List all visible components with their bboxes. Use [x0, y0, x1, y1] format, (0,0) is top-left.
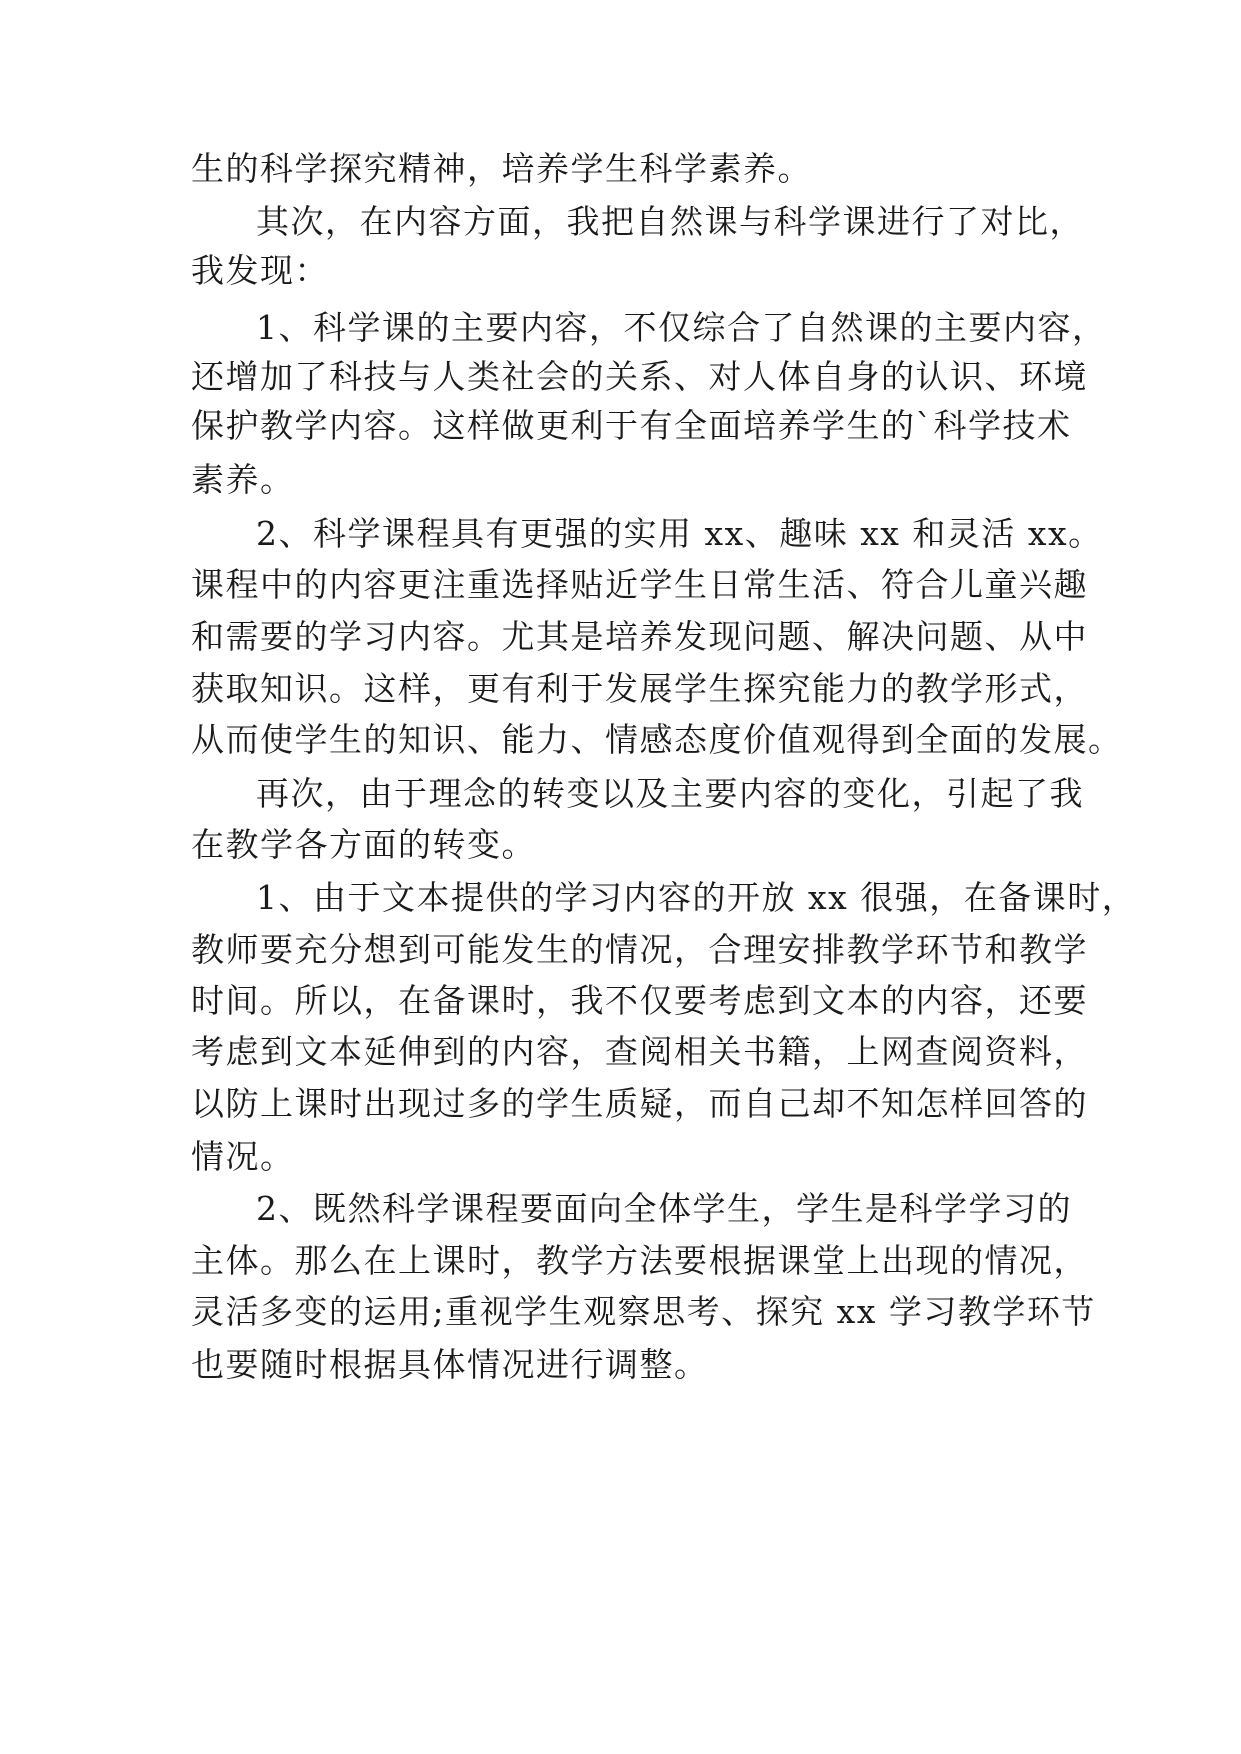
text-line: 还增加了科技与人类社会的关系、对人体自身的认识、环境: [191, 357, 1088, 396]
text-line: 灵活多变的运用;重视学生观察思考、探究 xx 学习教学环节: [191, 1292, 1096, 1331]
text-line: 考虑到文本延伸到的内容，查阅相关书籍，上网查阅资料，: [191, 1032, 1088, 1071]
paragraph-first-line: 2、科学课程具有更强的实用 xx、趣味 xx 和灵活 xx。: [256, 514, 1103, 553]
text-line: 获取知识。这样，更有利于发展学生探究能力的教学形式，: [191, 669, 1088, 708]
text-line: 保护教学内容。这样做更利于有全面培养学生的`科学技术: [191, 406, 1072, 445]
paragraph-first-line: 2、既然科学课程要面向全体学生，学生是科学学习的: [256, 1189, 1072, 1228]
text-line: 和需要的学习内容。尤其是培养发现问题、解决问题、从中: [191, 617, 1088, 656]
text-line: 从而使学生的知识、能力、情感态度价值观得到全面的发展。: [191, 720, 1123, 759]
paragraph-first-line: 1、科学课的主要内容，不仅综合了自然课的主要内容，: [256, 308, 1107, 347]
text-line: 情况。: [191, 1137, 295, 1176]
text-line: 在教学各方面的转变。: [191, 825, 536, 864]
text-line: 我发现：: [191, 251, 329, 290]
text-line: 以防上课时出现过多的学生质疑，而自己却不知怎样回答的: [191, 1084, 1088, 1123]
text-line: 也要随时根据具体情况进行调整。: [191, 1345, 709, 1384]
text-line: 教师要充分想到可能发生的情况，合理安排教学环节和教学: [191, 930, 1088, 969]
paragraph-first-line: 1、由于文本提供的学习内容的开放 xx 很强，在备课时，: [256, 878, 1137, 917]
paragraph-first-line: 再次，由于理念的转变以及主要内容的变化，引起了我: [256, 774, 1084, 813]
text-line: 素养。: [191, 460, 295, 499]
paragraph-first-line: 其次，在内容方面，我把自然课与科学课进行了对比，: [256, 202, 1084, 241]
text-line: 生的科学探究精神，培养学生科学素养。: [191, 149, 812, 188]
text-line: 主体。那么在上课时，教学方法要根据课堂上出现的情况，: [191, 1241, 1088, 1280]
text-line: 课程中的内容更注重选择贴近学生日常生活、符合儿童兴趣: [191, 565, 1088, 604]
text-line: 时间。所以，在备课时，我不仅要考虑到文本的内容，还要: [191, 981, 1088, 1020]
